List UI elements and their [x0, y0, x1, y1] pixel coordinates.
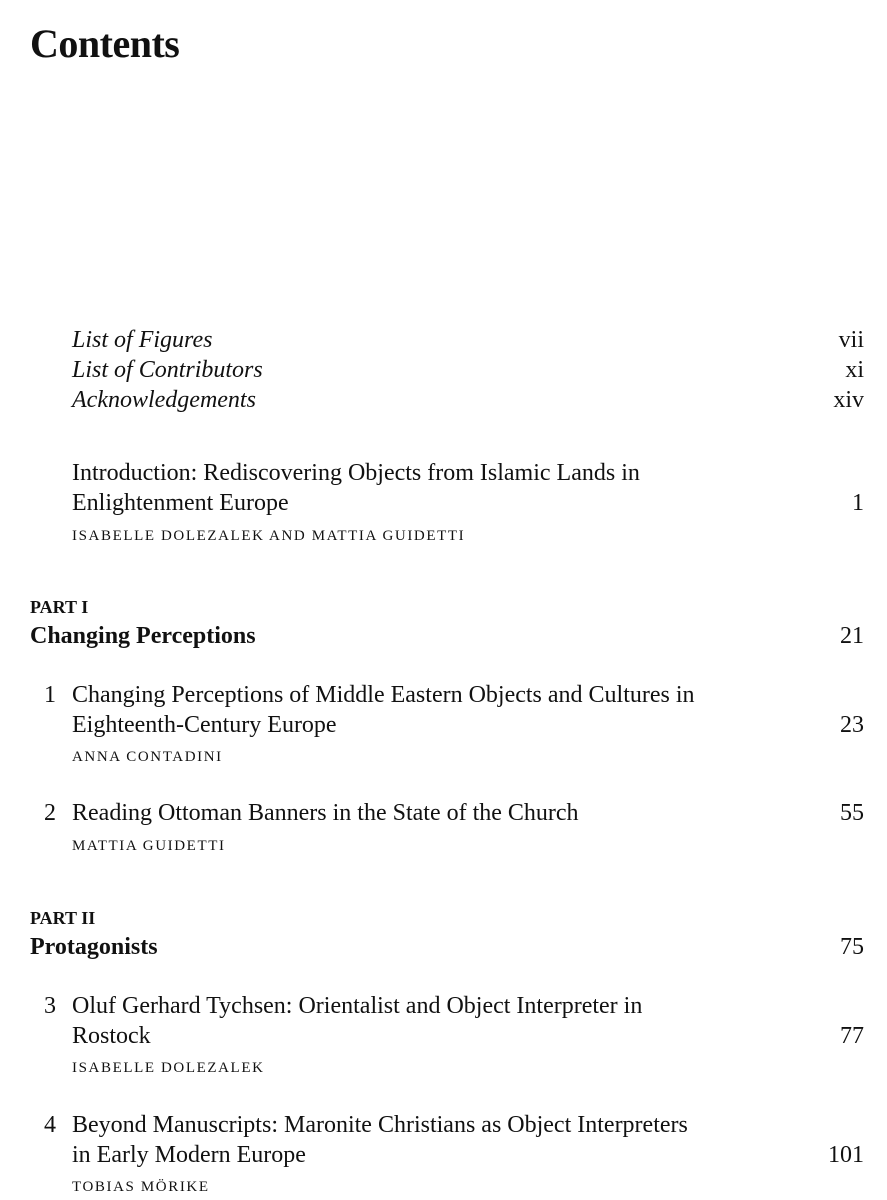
- chapter-number: 4: [44, 1112, 56, 1138]
- toc-entry-chapter-2[interactable]: Reading Ottoman Banners in the State of the Church: [72, 800, 579, 826]
- toc-entry-chapter-3-continued[interactable]: Rostock: [72, 1023, 151, 1049]
- page-number: 1: [852, 490, 864, 516]
- page-number: 23: [840, 712, 864, 738]
- toc-entry-acknowledgements[interactable]: Acknowledgements: [72, 387, 256, 413]
- toc-entry-introduction-continued[interactable]: Enlightenment Europe: [72, 490, 289, 516]
- toc-entry-chapter-4[interactable]: Beyond Manuscripts: Maronite Christians as Object Interpreters: [72, 1112, 688, 1138]
- chapter-author: ISABELLE DOLEZALEK AND MATTIA GUIDETTI: [72, 528, 466, 544]
- page-number: 21: [840, 623, 864, 649]
- toc-entry-chapter-1[interactable]: Changing Perceptions of Middle Eastern Objects and Cultures in: [72, 682, 695, 708]
- chapter-number: 2: [44, 800, 56, 826]
- toc-entry-list-of-contributors[interactable]: List of Contributors: [72, 357, 263, 383]
- page-number: 55: [840, 800, 864, 826]
- page-number: xiv: [833, 387, 864, 413]
- chapter-author: ANNA CONTADINI: [72, 749, 223, 765]
- chapter-author: ISABELLE DOLEZALEK: [72, 1060, 265, 1076]
- toc-entry-list-of-figures[interactable]: List of Figures: [72, 327, 213, 353]
- chapter-number: 3: [44, 993, 56, 1019]
- page-number: xi: [845, 357, 864, 383]
- page-number: vii: [838, 327, 864, 353]
- toc-entry-chapter-1-continued[interactable]: Eighteenth-Century Europe: [72, 712, 337, 738]
- chapter-number: 1: [44, 682, 56, 708]
- part-label: PART I: [30, 597, 89, 617]
- page-number: 77: [840, 1023, 864, 1049]
- page-number: 75: [840, 934, 864, 960]
- part-title[interactable]: Protagonists: [30, 934, 158, 960]
- toc-entry-chapter-4-continued[interactable]: in Early Modern Europe: [72, 1142, 306, 1168]
- toc-entry-introduction[interactable]: Introduction: Rediscovering Objects from Islamic Lands in: [72, 460, 640, 486]
- chapter-author: TOBIAS MÖRIKE: [72, 1179, 210, 1195]
- part-title[interactable]: Changing Perceptions: [30, 623, 256, 649]
- part-label: PART II: [30, 908, 96, 928]
- chapter-author: MATTIA GUIDETTI: [72, 838, 226, 854]
- page-title: Contents: [30, 21, 180, 66]
- page-number: 101: [828, 1142, 864, 1168]
- toc-entry-chapter-3[interactable]: Oluf Gerhard Tychsen: Orientalist and Object Interpreter in: [72, 993, 643, 1019]
